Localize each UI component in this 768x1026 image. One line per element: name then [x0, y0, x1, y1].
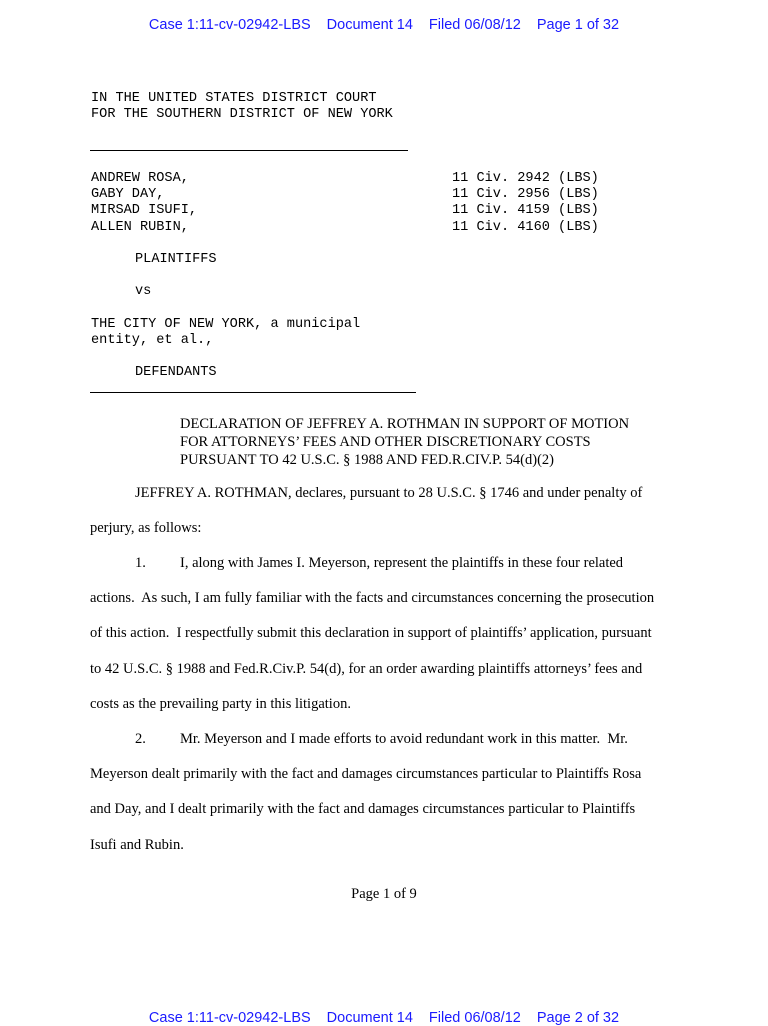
ecf-document-number: Document 14 — [326, 1010, 413, 1026]
plaintiff-name: ALLEN RUBIN, — [91, 219, 189, 235]
paragraph-1-first-line — [90, 546, 682, 581]
page-footer: Page 1 of 9 — [351, 886, 417, 902]
paragraph-number: 2. — [135, 731, 146, 747]
ecf-case-number: Case 1:11-cv-02942-LBS — [148, 1010, 311, 1026]
case-number: 11 Civ. 4160 (LBS) — [452, 219, 599, 235]
intro-line-2: perjury, as follows: — [90, 520, 202, 537]
defendant-line-1: THE CITY OF NEW YORK, a municipal — [91, 317, 361, 332]
defendant-name — [91, 317, 360, 349]
declaration-intro — [90, 476, 682, 546]
ecf-filed-date: Filed 06/08/12 — [428, 1010, 521, 1026]
title-line-1: DECLARATION OF JEFFREY A. ROTHMAN IN SUPPORT OF MOTION — [180, 416, 630, 432]
ecf-case-number: Case 1:11-cv-02942-LBS — [148, 17, 311, 33]
plaintiff-name: ANDREW ROSA, — [91, 171, 189, 186]
paragraph-1-line-5: costs as the prevailing party in this litigation. — [90, 695, 351, 712]
caption-divider-bottom — [90, 392, 416, 393]
ecf-document-number: Document 14 — [326, 17, 413, 33]
plaintiff-name: MIRSAD ISUFI, — [91, 203, 198, 219]
caption-divider-top — [90, 150, 408, 151]
case-number: 11 Civ. 4159 (LBS) — [452, 203, 599, 219]
case-number: 11 Civ. 2942 (LBS) — [452, 171, 599, 186]
plaintiff-names — [91, 171, 197, 236]
title-line-2: FOR ATTORNEYS’ FEES AND OTHER DISCRETIONARY COSTS — [180, 434, 591, 450]
paragraph-2-line-2: Meyerson dealt primarily with the fact and damages circumstances particular to Plaintiffs Rosa — [90, 766, 642, 783]
court-caption — [91, 91, 393, 123]
ecf-header-top — [0, 17, 768, 33]
intro-line-1: JEFFREY A. ROTHMAN, declares, pursuant to 28 U.S.C. § 1746 and under penalty of — [135, 485, 643, 501]
paragraph-2 — [90, 722, 682, 863]
paragraph-2-line-3: and Day, and I dealt primarily with the fact and damages circumstances particular to Plaintiffs — [90, 801, 636, 818]
paragraph-1-line-4: to 42 U.S.C. § 1988 and Fed.R.Civ.P. 54(d), for an order awarding plaintiffs attorneys’ fees and — [90, 660, 643, 677]
paragraph-1 — [90, 546, 682, 722]
versus-label: vs — [135, 284, 152, 299]
paragraph-number: 1. — [135, 555, 146, 571]
paragraph-2-line-1: Mr. Meyerson and I made efforts to avoid redundant work in this matter. Mr. — [180, 731, 628, 747]
paragraph-1-line-2: actions. As such, I am fully familiar with the facts and circumstances concerning the prosecution — [90, 590, 655, 607]
defendant-line-2: entity, et al., — [91, 333, 214, 349]
paragraph-1-line-3: of this action. I respectfully submit this declaration in support of plaintiffs’ application, pursuant — [90, 625, 652, 642]
document-title — [180, 415, 629, 469]
ecf-page-number: Page 2 of 32 — [536, 1010, 620, 1026]
case-number: 11 Civ. 2956 (LBS) — [452, 187, 599, 203]
ecf-filed-date: Filed 06/08/12 — [428, 17, 521, 33]
title-line-3: PURSUANT TO 42 U.S.C. § 1988 AND FED.R.CIV.P. 54(d)(2) — [180, 452, 554, 468]
paragraph-2-first-line — [90, 722, 682, 757]
defendants-label: DEFENDANTS — [135, 365, 217, 380]
court-line-2: FOR THE SOUTHERN DISTRICT OF NEW YORK — [91, 107, 393, 123]
plaintiff-name: GABY DAY, — [91, 187, 165, 203]
ecf-page-number: Page 1 of 32 — [536, 17, 620, 33]
court-line-1: IN THE UNITED STATES DISTRICT COURT — [91, 91, 377, 106]
plaintiffs-label: PLAINTIFFS — [135, 252, 217, 267]
case-numbers — [452, 171, 599, 236]
paragraph-2-line-4: Isufi and Rubin. — [90, 836, 184, 853]
paragraph-1-line-1: I, along with James I. Meyerson, represent the plaintiffs in these four related — [180, 555, 624, 571]
